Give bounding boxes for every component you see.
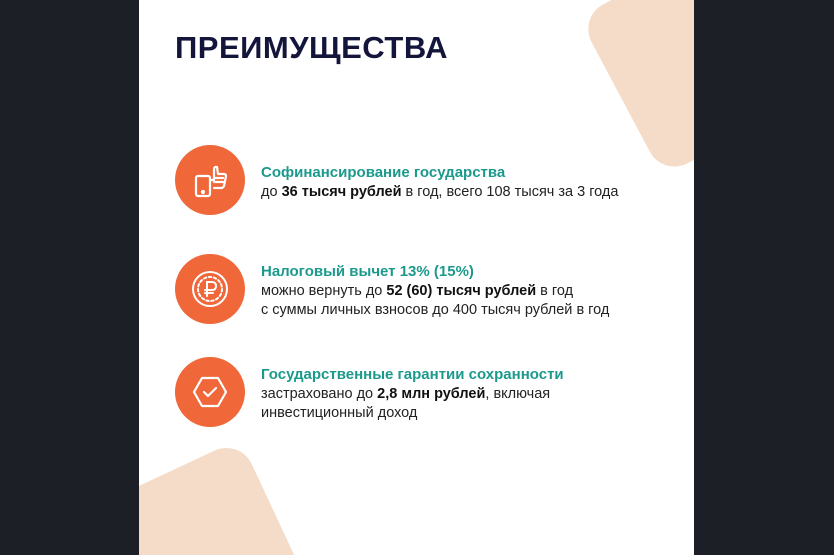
shield-check-icon: [175, 357, 245, 427]
benefit-heading: Государственные гарантии сохранности: [261, 366, 564, 383]
benefit-item-guarantees: [175, 357, 675, 429]
benefit-heading: Софинансирование государства: [261, 164, 506, 181]
description-line: инвестиционный доход: [261, 405, 418, 421]
description-line: с суммы личных взносов до 400 тысяч рублей в год: [261, 302, 610, 318]
benefit-description: [261, 385, 681, 423]
page-title: ПРЕИМУЩЕСТВА: [175, 30, 449, 65]
decor-shape-bottom-left: [139, 439, 320, 555]
description-line: можно вернуть до 52 (60) тысяч рублей в год: [261, 283, 574, 299]
description-line: застраховано до 2,8 млн рублей, включая: [261, 386, 551, 402]
thumbs-up-phone-icon: [175, 145, 245, 215]
benefit-item-cofinancing: [175, 145, 675, 217]
ruble-coin-icon: [175, 254, 245, 324]
benefit-description: [261, 282, 681, 320]
benefit-heading: Налоговый вычет 13% (15%): [261, 263, 474, 280]
benefits-card: [139, 0, 694, 555]
benefit-item-tax-deduction: [175, 254, 675, 326]
benefit-description: до 36 тысяч рублей в год, всего 108 тысяч за 3 года: [261, 184, 619, 200]
